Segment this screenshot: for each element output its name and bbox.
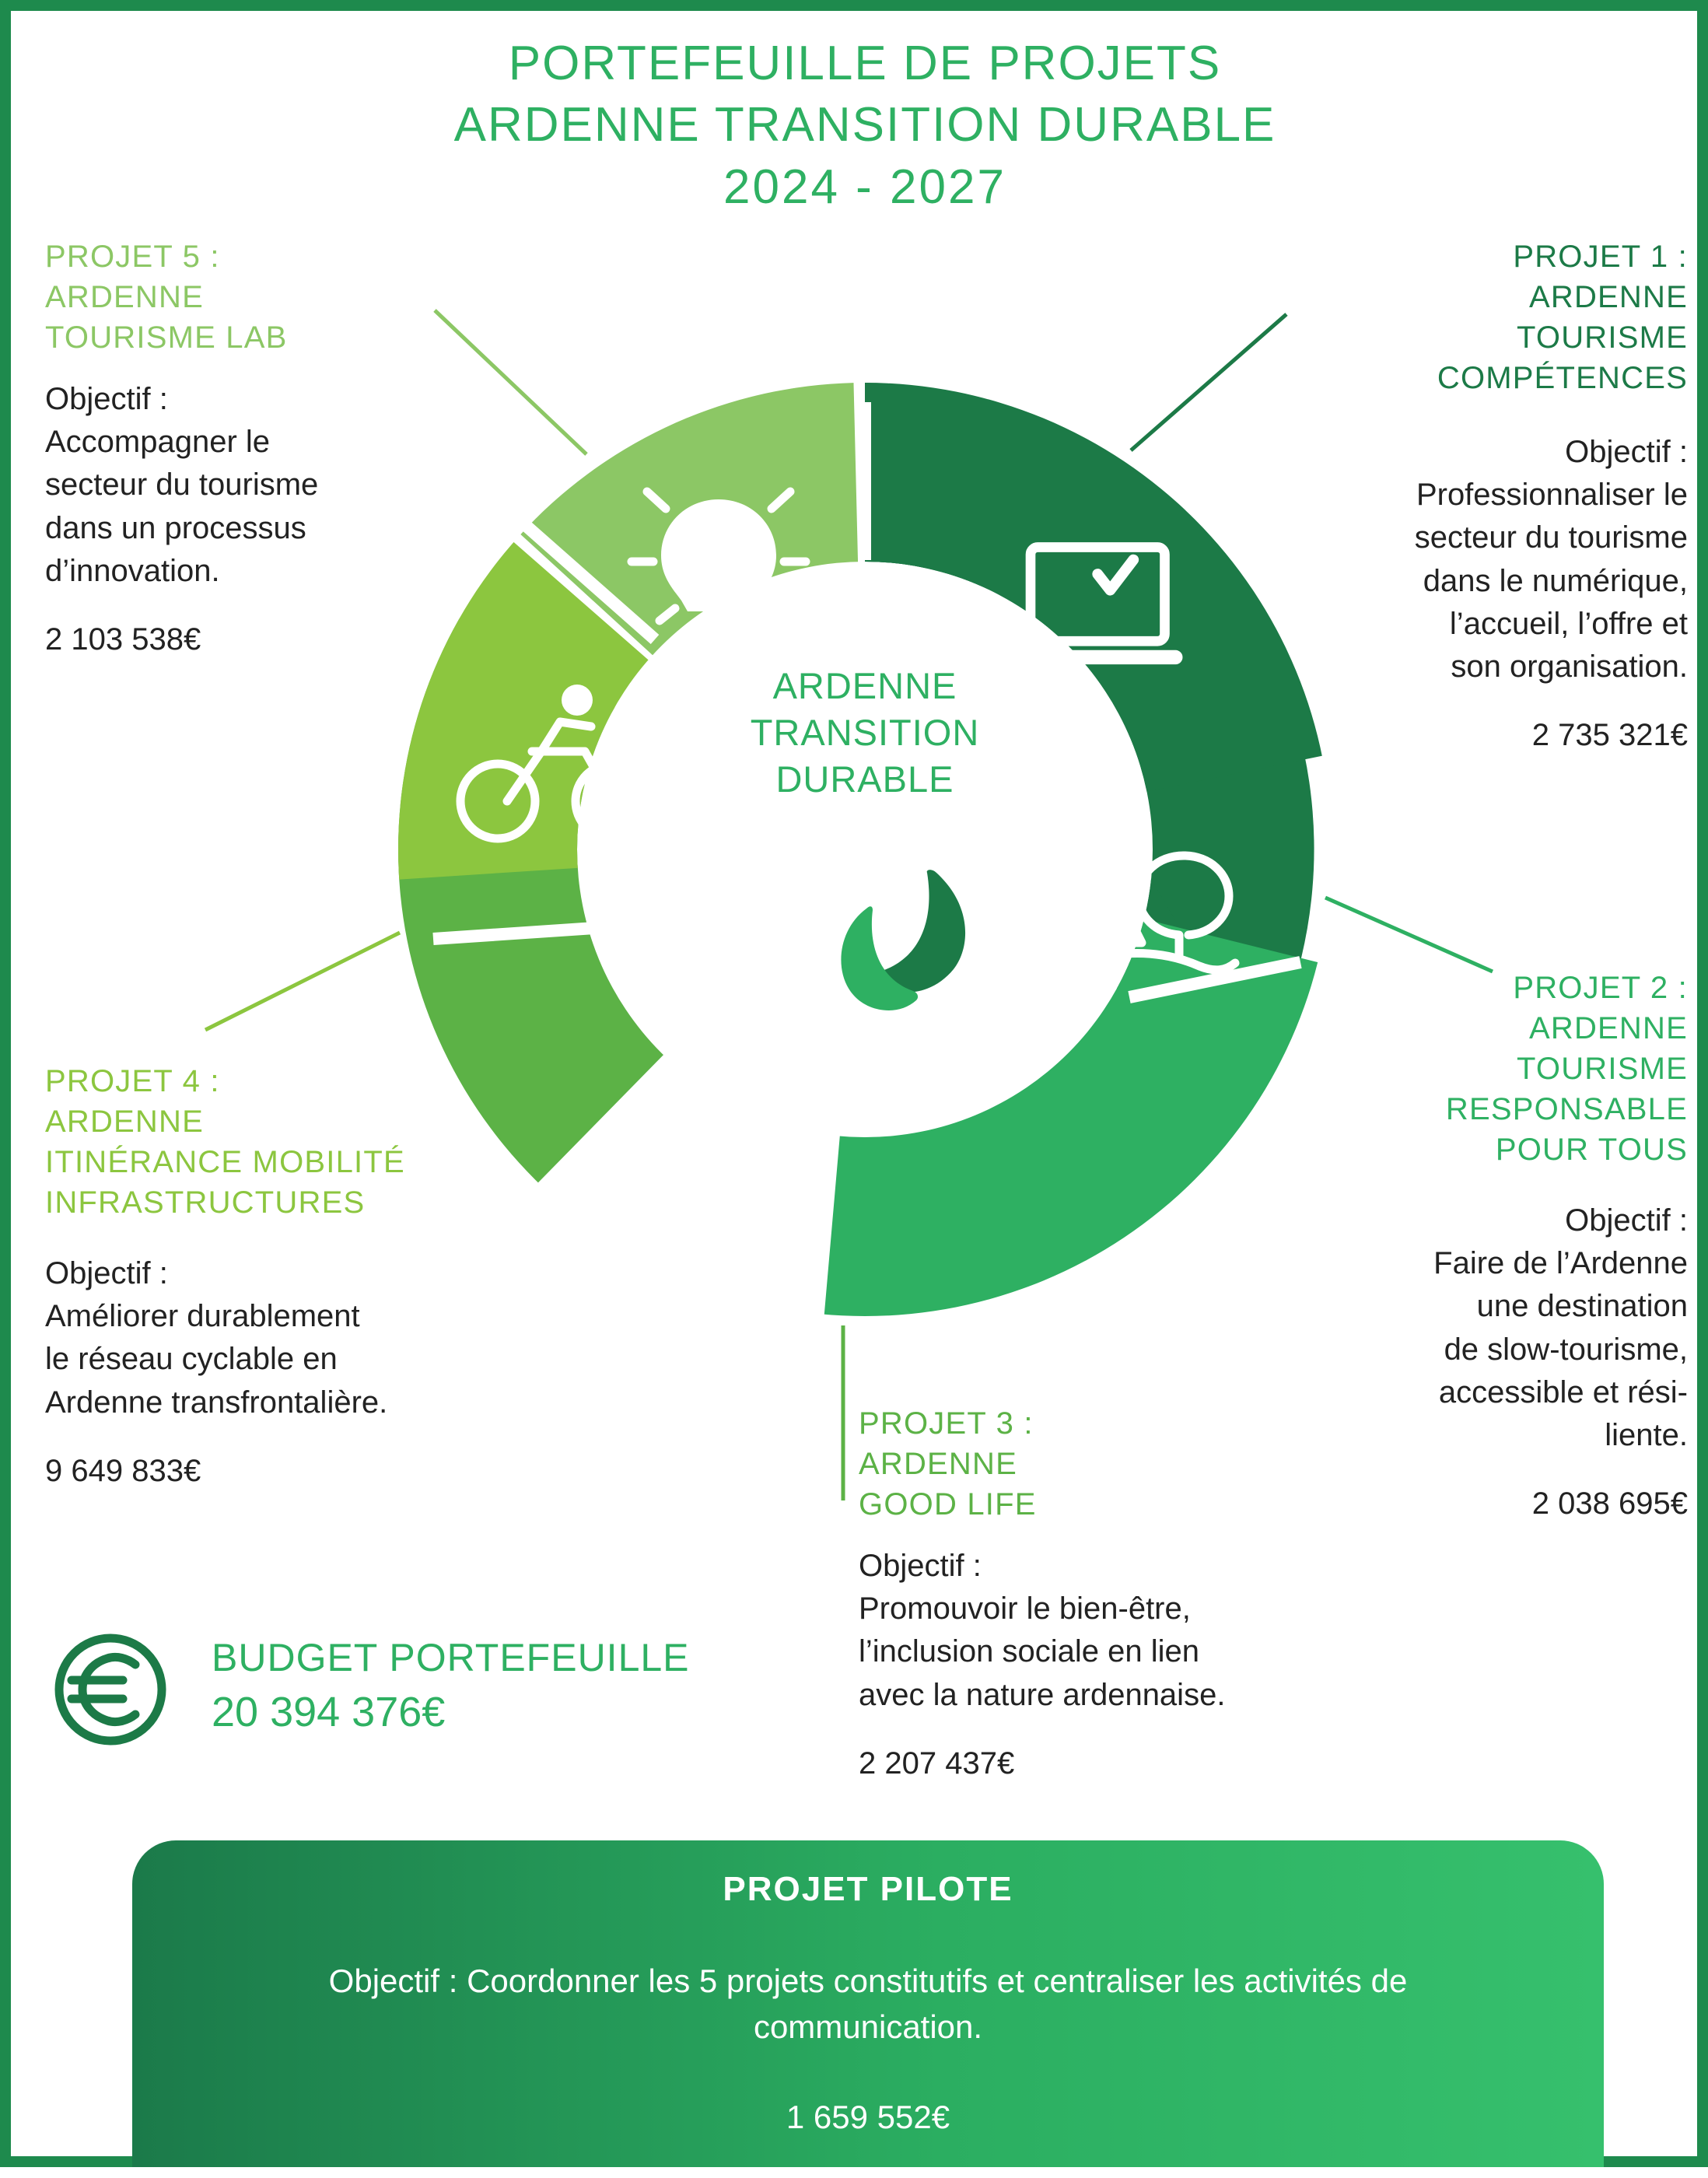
page-title xyxy=(11,33,1708,218)
center-line-3: DURABLE xyxy=(775,758,954,800)
euro-coin-icon xyxy=(48,1627,173,1752)
projet-1-title-line-3: TOURISME xyxy=(1517,320,1688,355)
projet-1-title-line-1: PROJET 1 : xyxy=(1513,240,1688,274)
budget-label: BUDGET PORTEFEUILLE xyxy=(212,1636,690,1679)
budget-portefeuille xyxy=(48,1627,826,1752)
projet-5-title-line-2: ARDENNE xyxy=(45,280,204,314)
projet-4-title-line-4: INFRASTRUCTURES xyxy=(45,1185,366,1220)
projet-3-title xyxy=(859,1403,1388,1525)
title-line-3: 2024 - 2027 xyxy=(723,159,1006,214)
projet-pilote-banner xyxy=(132,1840,1604,2167)
connector-projet-2 xyxy=(1325,898,1493,972)
projet-1-title xyxy=(1252,236,1688,398)
projet-4-title xyxy=(45,1061,543,1223)
projet-3-title-line-1: PROJET 3 : xyxy=(859,1406,1034,1441)
project-block-projet-1 xyxy=(1252,236,1688,753)
projet-2-objective: Objectif : Faire de l’Ardenne une destination de slow-tourisme, accessible et rési- liente. xyxy=(1433,1203,1688,1452)
projet-1-title-line-2: ARDENNE xyxy=(1529,280,1688,314)
projet-2-title-line-5: POUR TOUS xyxy=(1495,1133,1688,1167)
projet-3-objective: Objectif : Promouvoir le bien-être, l’inclusion sociale en lien avec la nature ardennaise. xyxy=(859,1549,1226,1712)
projet-5-amount: 2 103 538€ xyxy=(45,622,201,657)
projet-4-title-line-2: ARDENNE xyxy=(45,1105,204,1139)
projet-4-title-line-3: ITINÉRANCE MOBILITÉ xyxy=(45,1145,405,1179)
projet-4-title-line-1: PROJET 4 : xyxy=(45,1064,220,1098)
budget-amount: 20 394 376€ xyxy=(212,1689,446,1735)
projet-2-title-line-1: PROJET 2 : xyxy=(1513,971,1688,1005)
projet-3-title-line-2: ARDENNE xyxy=(859,1447,1017,1481)
projet-2-title-line-2: ARDENNE xyxy=(1529,1011,1688,1045)
projet-2-title xyxy=(1237,968,1688,1170)
projet-pilote-objective: Objectif : Coordonner les 5 projets constitutifs et centraliser les activités de communication. xyxy=(328,1963,1408,2045)
projet-3-title-line-3: GOOD LIFE xyxy=(859,1487,1037,1521)
project-block-projet-3 xyxy=(859,1403,1388,1781)
projet-1-amount: 2 735 321€ xyxy=(1531,718,1688,753)
center-line-1: ARDENNE xyxy=(772,665,957,706)
projet-1-title-line-4: COMPÉTENCES xyxy=(1437,361,1688,395)
projet-5-title-line-1: PROJET 5 : xyxy=(45,240,220,274)
projet-1-objective: Objectif : Professionnaliser le secteur du tourisme dans le numérique, l’accueil, l’offre et son organisation. xyxy=(1414,435,1688,684)
projet-2-title-line-3: TOURISME xyxy=(1517,1052,1688,1086)
projet-5-title xyxy=(45,236,450,358)
projet-4-amount: 9 649 833€ xyxy=(45,1453,201,1488)
projet-pilote-title: PROJET PILOTE xyxy=(723,1870,1013,1908)
projet-pilote-amount: 1 659 552€ xyxy=(786,2099,950,2135)
connector-projet-4 xyxy=(205,933,400,1030)
title-line-1: PORTEFEUILLE DE PROJETS xyxy=(508,37,1222,90)
projet-3-amount: 2 207 437€ xyxy=(859,1746,1015,1781)
projet-5-title-line-3: TOURISME LAB xyxy=(45,320,288,355)
projet-4-objective: Objectif : Améliorer durablement le réseau cyclable en Ardenne transfrontalière. xyxy=(45,1256,388,1420)
title-line-2: ARDENNE TRANSITION DURABLE xyxy=(453,98,1276,152)
projet-2-amount: 2 038 695€ xyxy=(1531,1486,1688,1521)
center-line-2: TRANSITION xyxy=(750,712,980,754)
projet-2-title-line-4: RESPONSABLE xyxy=(1445,1092,1688,1126)
projet-5-objective: Objectif : Accompagner le secteur du tourisme dans un processus d’innovation. xyxy=(45,382,319,588)
project-block-projet-4 xyxy=(45,1061,543,1489)
project-block-projet-5 xyxy=(45,236,450,657)
